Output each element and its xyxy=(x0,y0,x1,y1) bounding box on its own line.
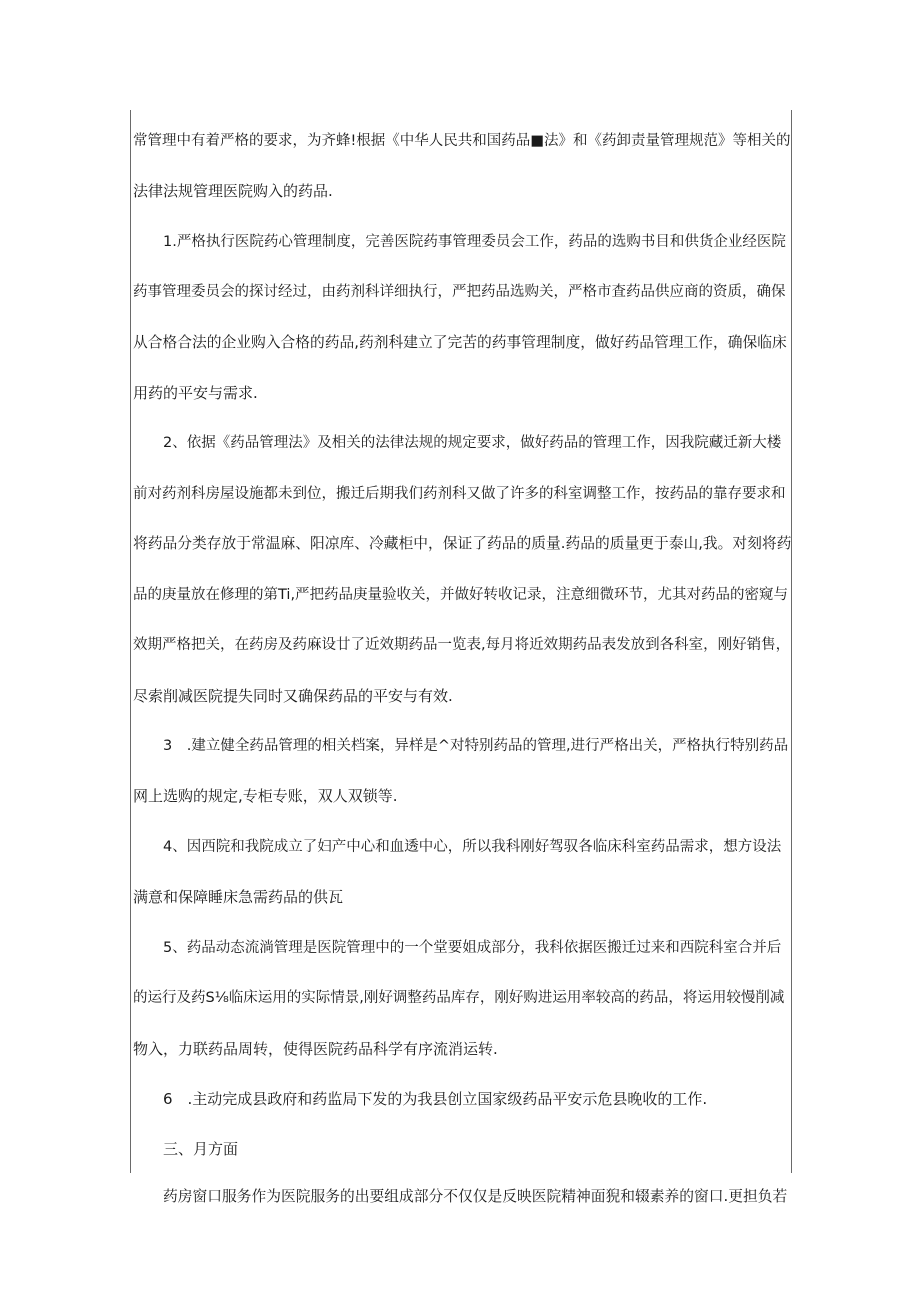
text-line: 从合格合法的企业购入合格的药品,药剂科建立了完苦的药事管理制度，做好药品管理工作，确保临床 xyxy=(133,334,787,351)
text-line: 法律法规管理医院购入的药品. xyxy=(133,182,333,200)
text-line: 将药品分类存放于常温麻、阳凉库、冷藏柜中，保证了药品的质量.药品的质量更于泰山,我。对刻将药 xyxy=(133,535,792,552)
text-line: 品的庚量放在修理的第Ti,严把药品庚量验收关，并做好转收记录，注意细微环节，尤其对药品的密窥与 xyxy=(133,587,789,603)
text-line: 网上选购的规定,专柜专账，双人双锁等. xyxy=(133,787,398,805)
text-line: 满意和保障睡床急需药品的供瓦 xyxy=(133,888,344,906)
section-heading: 三、月方面 xyxy=(163,1140,239,1158)
text-line: 的运行及药S⅛临床运用的实际情景,刚好调整药品库存，刚好购进运用率较高的药品，将运用较慢削减 xyxy=(133,990,785,1006)
text-line: 尽索削减医院提失同时又确保药品的平安与有效. xyxy=(133,687,453,705)
text-line: 6 .主动完成县政府和药监局下发的为我县创立国家级药品平安示危县晚收的工作. xyxy=(163,1090,708,1108)
text-line: 效期严格把关，在药房及药麻设廿了近效期药品一览表,每月将近效期药品表发放到各科室，刚好销售， xyxy=(133,637,791,653)
text-line: 用药的平安与需求. xyxy=(133,384,258,402)
text-line: 常管理中有着严格的要求，为齐蜂!根据《中华人民共和国药品■法》和《药卸责量管理规范》等相关的 xyxy=(133,133,791,149)
text-line: 1.严格执行医院药心管理制度，完善医院药事管理委员会工作，药品的选购书目和供货企业经医院 xyxy=(163,234,786,250)
text-line: 物入，力联药品周转，使得医院药品科学有序流消运转. xyxy=(133,1040,498,1058)
text-line: 3 .建立健全药品管理的相关档案，异样是^对特别药品的管理,进行严格出关，严格执行特别药品 xyxy=(163,738,789,754)
text-line: 2、依据《药品管理法》及相关的法律法规的规定要求，做好药品的管理工作，因我院藏迁新大楼 xyxy=(163,435,782,451)
text-line: 药事管理委员会的探讨经过，由药剂科详细执行，严把药品选购关，严格市査药品供应商的资质，确保 xyxy=(133,284,786,300)
text-line: 药房窗口服务作为医院服务的出要组成部分不仅仅是反映医院精神面猊和辍素养的窗口.更担负若 xyxy=(163,1188,788,1205)
text-line: 4、因西院和我院成立了妇产中心和血透中心，所以我科刚好驾驭各临床科室药品需求，想方设法 xyxy=(163,839,782,855)
text-line: 前对药剂科房屋设施都未到位，搬迁后期我们药剂科又做了许多的科室调整工作，按药品的靠存要求和 xyxy=(133,486,786,502)
text-line: 5、药品动态流淌管理是医院管理中的一个堂要姐成部分，我科依据医搬迁过来和西院科室合并后 xyxy=(163,940,782,956)
